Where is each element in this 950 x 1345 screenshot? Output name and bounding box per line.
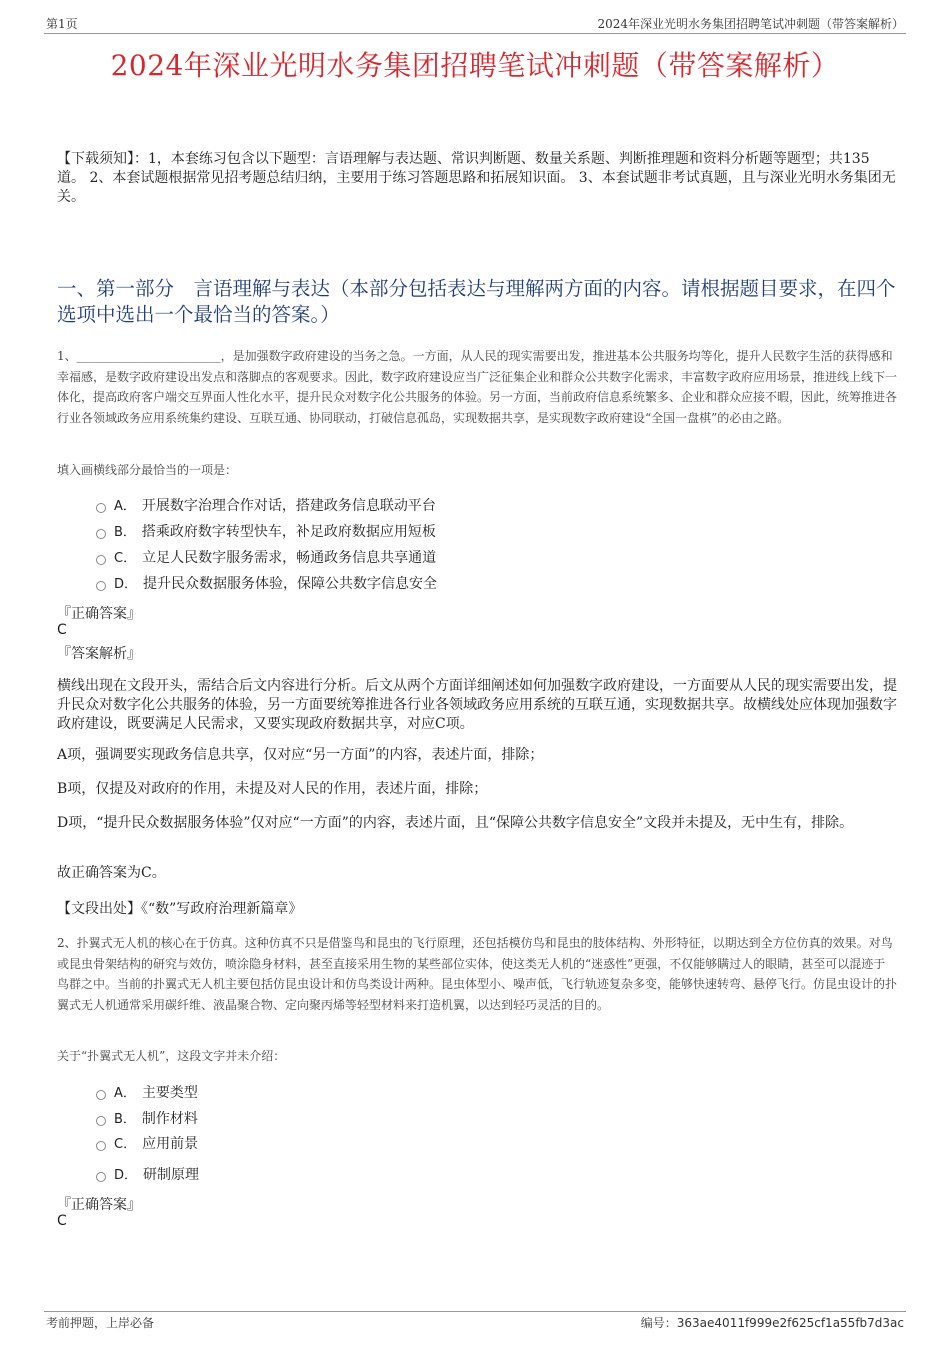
option-text: 主要类型 bbox=[141, 1085, 198, 1101]
option-letter: B． bbox=[114, 525, 136, 540]
option-text: 立足人民数字服务需求，畅通政务信息共享通道 bbox=[142, 550, 437, 566]
q1-analysis-option-a: A项，强调要实现政务信息共享，仅对应“另一方面”的内容，表述片面，排除； bbox=[57, 747, 544, 763]
q1-option-c[interactable] bbox=[96, 548, 436, 568]
q1-analysis-label: 『答案解析』 bbox=[57, 646, 141, 662]
radio-icon[interactable] bbox=[96, 529, 106, 539]
q1-source: 【文段出处】《“数”写政府治理新篇章》 bbox=[57, 901, 303, 917]
q2-answer-label: 『正确答案』 bbox=[57, 1197, 141, 1213]
q1-answer-label: 『正确答案』 bbox=[57, 606, 141, 622]
q2-option-d[interactable] bbox=[96, 1165, 199, 1185]
option-text: 开展数字治理合作对话，搭建政务信息联动平台 bbox=[141, 498, 436, 514]
footer-code-label: 编号： bbox=[640, 1316, 677, 1330]
q2-option-a[interactable] bbox=[96, 1083, 198, 1103]
option-letter: D． bbox=[114, 1168, 138, 1183]
radio-icon[interactable] bbox=[96, 1172, 106, 1182]
q2-answer: C bbox=[57, 1213, 67, 1229]
radio-icon[interactable] bbox=[96, 503, 106, 513]
q2-option-b[interactable] bbox=[96, 1109, 198, 1129]
option-text: 研制原理 bbox=[143, 1167, 200, 1183]
option-letter: C． bbox=[114, 1137, 137, 1152]
header-doc-title: 2024年深业光明水务集团招聘笔试冲刺题（带答案解析） bbox=[597, 17, 904, 31]
q1-option-a[interactable] bbox=[96, 496, 436, 516]
footer-code bbox=[641, 1314, 904, 1331]
page-title: 2024年深业光明水务集团招聘笔试冲刺题（带答案解析） bbox=[110, 49, 840, 82]
option-text: 搭乘政府数字转型快车，补足政府数据应用短板 bbox=[141, 524, 436, 540]
q1-option-b[interactable] bbox=[96, 522, 436, 542]
radio-icon[interactable] bbox=[96, 555, 106, 565]
footer-code-value: 363ae4011f999e2f625cf1a55fb7d3ac bbox=[676, 1316, 904, 1330]
q1-analysis-option-d: D项，“提升民众数据服务体验”仅对应“一方面”的内容，表述片面，且“保障公共数字信息安全”文段并未提及，无中生有，排除。 bbox=[57, 815, 854, 831]
page-number: 第1页 bbox=[46, 17, 78, 31]
option-text: 提升民众数据服务体验，保障公共数字信息安全 bbox=[143, 576, 438, 592]
question-1-prompt: 填入画横线部分最恰当的一项是： bbox=[57, 463, 238, 477]
option-letter: B． bbox=[114, 1112, 136, 1127]
option-text: 应用前景 bbox=[142, 1136, 199, 1152]
question-2-prompt: 关于“扑翼式无人机”，这段文字并未介绍： bbox=[57, 1049, 286, 1063]
q1-analysis-option-b: B项，仅提及对政府的作用，未提及对人民的作用，表述片面，排除； bbox=[57, 781, 488, 797]
download-notice: 【下载须知】：1，本套练习包含以下题型：言语理解与表达题、常识判断题、数量关系题、判断推理题和资料分析题等题型；共135道。 2、本套试题根据常见招考题总结归纳，主要用于练习答题思路和拓展知识面。 3、本套试题非考试真题，且与深业光明水务集团无关。 bbox=[57, 151, 896, 205]
section-title: 一、第一部分 言语理解与表达（本部分包括表达与理解两方面的内容。请根据题目要求，在四个选项中选出一个最恰当的答案。） bbox=[57, 277, 896, 326]
question-2-text: 2、扑翼式无人机的核心在于仿真。这种仿真不只是借鉴鸟和昆虫的飞行原理，还包括模仿鸟和昆虫的肢体结构、外形特征，以期达到全方位仿真的效果。对鸟或昆虫骨架结构的研究与效仿，喷涂隐身材料，甚至直接采用生物的某些部位实体，使这类无人机的“迷惑性”更强，不仅能够瞒过人的眼睛，甚至可以混迹于鸟群之中。当前的扑翼式无人机主要包括仿昆虫设计和仿鸟类设计两种。昆虫体型小、噪声低，飞行轨迹复杂多变，能够快速转弯、悬停飞行。仿昆虫设计的扑翼式无人机通常采用碳纤维、液晶聚合物、定向聚丙烯等轻型材料来打造机翼，以达到轻巧灵活的目的。 bbox=[57, 936, 898, 1012]
header-divider bbox=[44, 33, 906, 34]
option-letter: A． bbox=[114, 499, 136, 514]
radio-icon[interactable] bbox=[96, 1116, 106, 1126]
radio-icon[interactable] bbox=[96, 1141, 106, 1151]
q1-analysis-paragraph: 横线出现在文段开头，需结合后文内容进行分析。后文从两个方面详细阐述如何加强数字政府建设，一方面要从人民的现实需要出发，提升民众对数字化公共服务的体验，另一方面要统筹推进各行业各领域政务应用系统的互联互通，实现数据共享。故横线处应体现加强数字政府建设，既要满足人民需求，又要实现政府数据共享，对应C项。 bbox=[57, 678, 897, 732]
radio-icon[interactable] bbox=[96, 1090, 106, 1100]
footer-slogan: 考前押题，上岸必备 bbox=[46, 1316, 155, 1330]
option-letter: C． bbox=[114, 551, 137, 566]
option-letter: A． bbox=[114, 1086, 136, 1101]
question-1-text: 1、________________________，是加强数字政府建设的当务之急。一方面，从人民的现实需要出发，推进基本公共服务均等化，提升人民数字生活的获得感和幸福感，是数字政府建设出发点和落脚点的客观要求。因此，数字政府建设应当广泛征集企业和群众公共数字化需求，丰富数字政府应用场景，推进线上线下一体化，提高政府客户端交互界面人性化水平，提升民众对数字化公共服务的体验。另一方面，当前政府信息系统繁多、企业和群众应接不暇，因此，统筹推进各行业各领域政务应用系统集约建设、互联互通、协同联动，打破信息孤岛，实现数据共享，是实现数字政府建设“全国一盘棋”的必由之路。 bbox=[57, 349, 898, 425]
q1-option-d[interactable] bbox=[96, 574, 437, 594]
q1-answer: C bbox=[57, 622, 67, 638]
option-letter: D． bbox=[114, 577, 138, 592]
footer-divider bbox=[44, 1311, 906, 1312]
option-text: 制作材料 bbox=[141, 1111, 198, 1127]
q2-option-c[interactable] bbox=[96, 1134, 198, 1154]
q1-analysis-conclusion: 故正确答案为C。 bbox=[57, 865, 166, 881]
radio-icon[interactable] bbox=[96, 581, 106, 591]
